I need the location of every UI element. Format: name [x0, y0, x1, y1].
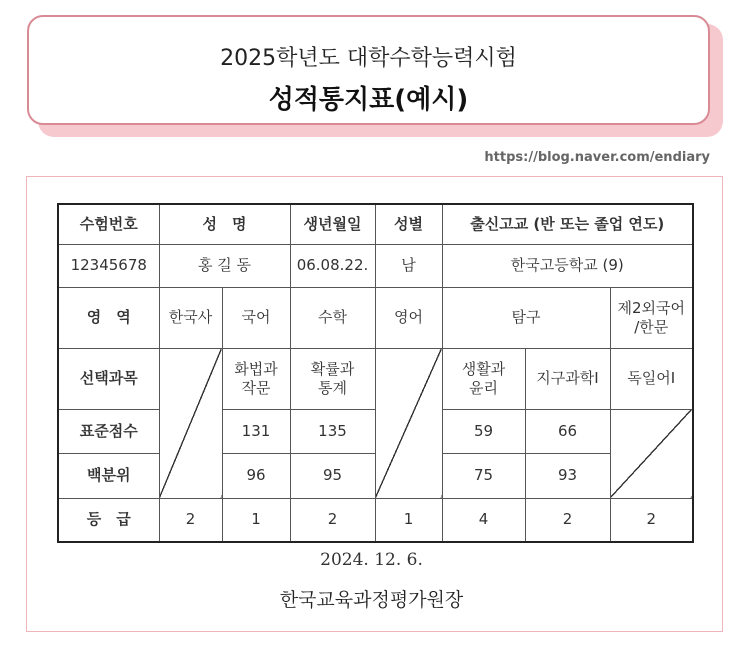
percentile-math: 95 [290, 453, 375, 498]
gender-value: 남 [375, 244, 442, 287]
exam-title: 2025학년도 대학수학능력시험 [220, 46, 517, 71]
title-box [27, 15, 710, 125]
english-slash [375, 348, 442, 498]
score-table [57, 203, 694, 543]
area-english: 영어 [375, 287, 442, 348]
elective-header: 선택과목 [58, 348, 159, 409]
table-row [58, 244, 693, 287]
exam-no-header: 수험번호 [58, 204, 159, 244]
area-korean: 국어 [222, 287, 290, 348]
birth-header: 생년월일 [290, 204, 375, 244]
table-row [58, 287, 693, 348]
elective-inquiry-1: 생활과 윤리 [442, 348, 525, 409]
area-korean-history: 한국사 [159, 287, 222, 348]
standard-score-korean: 131 [222, 409, 290, 453]
percentile-inquiry-1: 75 [442, 453, 525, 498]
percentile-korean: 96 [222, 453, 290, 498]
gender-header: 성별 [375, 204, 442, 244]
grade-second-language: 2 [610, 498, 693, 542]
issuing-organization: 한국교육과정평가원장 [279, 589, 464, 611]
table-row [58, 348, 693, 409]
grade-korean: 1 [222, 498, 290, 542]
exam-no-value: 12345678 [58, 244, 159, 287]
school-value: 한국고등학교 (9) [442, 244, 693, 287]
elective-inquiry-2: 지구과학Ⅰ [525, 348, 610, 409]
standard-score-header: 표준점수 [58, 409, 159, 453]
percentile-header: 백분위 [58, 453, 159, 498]
elective-korean: 화법과 작문 [222, 348, 290, 409]
percentile-inquiry-2: 93 [525, 453, 610, 498]
school-header: 출신고교 (반 또는 졸업 연도) [442, 204, 693, 244]
name-value: 홍 길 동 [159, 244, 290, 287]
table-row [58, 204, 693, 244]
area-inquiry: 탐구 [442, 287, 610, 348]
area-math: 수학 [290, 287, 375, 348]
standard-score-math: 135 [290, 409, 375, 453]
name-header: 성 명 [159, 204, 290, 244]
source-url: https://blog.naver.com/endiary [484, 150, 710, 165]
grade-inquiry-1: 4 [442, 498, 525, 542]
elective-second-language: 독일어Ⅰ [610, 348, 693, 409]
issue-date: 2024. 12. 6. [320, 550, 423, 570]
table-row [58, 498, 693, 542]
grade-header: 등 급 [58, 498, 159, 542]
grade-english: 1 [375, 498, 442, 542]
grade-inquiry-2: 2 [525, 498, 610, 542]
standard-score-inquiry-2: 66 [525, 409, 610, 453]
report-title: 성적통지표(예시) [268, 85, 469, 115]
second-language-slash [610, 409, 693, 498]
area-header: 영 역 [58, 287, 159, 348]
area-second-language: 제2외국어 /한문 [610, 287, 693, 348]
korean-history-slash [159, 348, 222, 498]
elective-math: 확률과 통계 [290, 348, 375, 409]
grade-math: 2 [290, 498, 375, 542]
birth-value: 06.08.22. [290, 244, 375, 287]
standard-score-inquiry-1: 59 [442, 409, 525, 453]
grade-korean-history: 2 [159, 498, 222, 542]
